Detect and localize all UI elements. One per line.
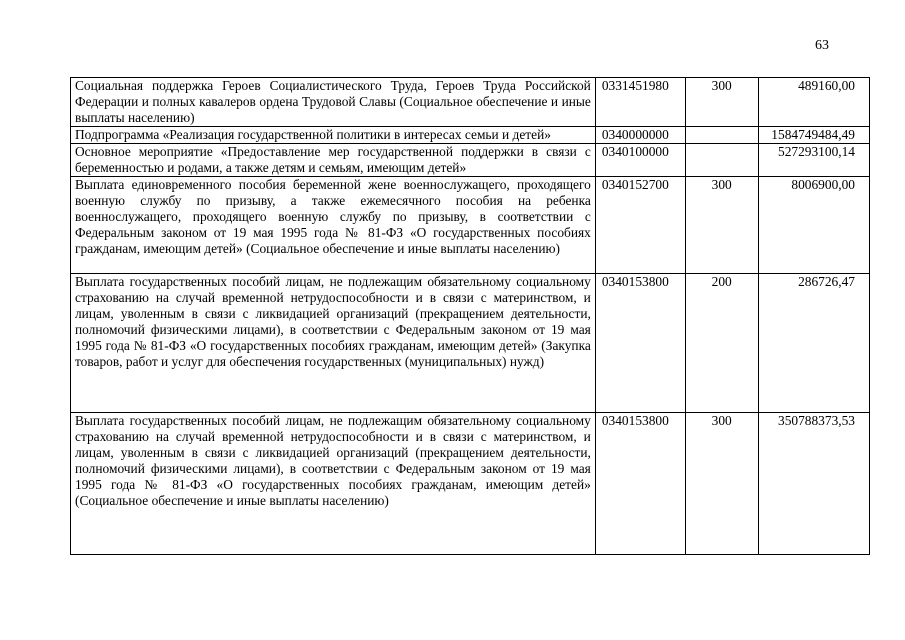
row-type-cell: [685, 144, 758, 177]
table-row: [71, 274, 870, 413]
row-type-cell: 200: [685, 274, 758, 413]
row-name-cell: Подпрограмма «Реализация государственной политики в интересах семьи и детей»: [71, 127, 596, 144]
row-name-cell: Выплата государственных пособий лицам, не подлежащим обязательному социальному страхованию на случай временной нетрудоспособности и в связи с материнством, и лицам, уволенным в связи с ликвидацией организаций (прекращением деятельности, полномочий физическими лицами), в соответствии с Федеральным законом от 19 мая 1995 года № 81-ФЗ «О государственных пособиях гражданам, имеющим детей» (Закупка товаров, работ и услуг для обеспечения государственных (муниципальных) нужд): [71, 274, 596, 413]
row-name-cell: Основное мероприятие «Предоставление мер государственной поддержки в связи с беременностью и родами, а также детям и семьям, имеющим детей»: [71, 144, 596, 177]
row-code-cell: 0340153800: [595, 274, 685, 413]
table-row: [71, 413, 870, 555]
row-type-cell: [685, 127, 758, 144]
row-code-cell: 0340000000: [595, 127, 685, 144]
row-name-cell: Выплата единовременного пособия беременной жене военнослужащего, проходящего военную службу по призыву, а также ежемесячного пособия на ребенка военнослужащего, проходящего военную службу по призыву, в соответствии с Федеральным законом от 19 мая 1995 года № 81-ФЗ «О государственных пособиях гражданам, имеющим детей» (Социальное обеспечение и иные выплаты населению): [71, 177, 596, 274]
row-name-cell: Социальная поддержка Героев Социалистического Труда, Героев Труда Российской Федерации и полных кавалеров ордена Трудовой Славы (Социальное обеспечение и иные выплаты населению): [71, 78, 596, 127]
row-sum-cell: 350788373,53: [758, 413, 869, 555]
row-sum-cell: 286726,47: [758, 274, 869, 413]
page-number: 63: [815, 38, 829, 53]
row-code-cell: 0340152700: [595, 177, 685, 274]
row-sum-cell: 527293100,14: [758, 144, 869, 177]
budget-table: [70, 77, 870, 555]
row-type-cell: 300: [685, 78, 758, 127]
row-type-cell: 300: [685, 413, 758, 555]
table-row: [71, 78, 870, 127]
row-code-cell: 0331451980: [595, 78, 685, 127]
row-type-cell: 300: [685, 177, 758, 274]
row-sum-cell: 489160,00: [758, 78, 869, 127]
table-row: [71, 127, 870, 144]
row-sum-cell: 8006900,00: [758, 177, 869, 274]
row-code-cell: 0340100000: [595, 144, 685, 177]
row-name-cell: Выплата государственных пособий лицам, не подлежащим обязательному социальному страхованию на случай временной нетрудоспособности и в связи с материнством, и лицам, уволенным в связи с ликвидацией организаций (прекращением деятельности, полномочий физическими лицами), в соответствии с Федеральным законом от 19 мая 1995 года № 81-ФЗ «О государственных пособиях гражданам, имеющим детей» (Социальное обеспечение и иные выплаты населению): [71, 413, 596, 555]
row-sum-cell: 1584749484,49: [758, 127, 869, 144]
row-code-cell: 0340153800: [595, 413, 685, 555]
table-row: [71, 177, 870, 274]
table-row: [71, 144, 870, 177]
